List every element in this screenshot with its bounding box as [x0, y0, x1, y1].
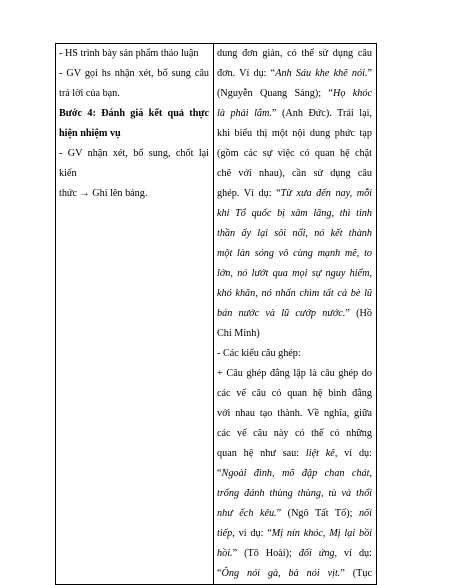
text-line: khó khăn, nó nhấn chìm tất cả bè lũ: [217, 288, 372, 299]
text-line: - Các kiểu câu ghép:: [217, 348, 301, 359]
text-line: tiếp, ví dụ: “Mị nín khóc, Mị lại bồi: [217, 528, 372, 539]
text-line: + Câu ghép đẳng lập là câu ghép do: [217, 368, 372, 379]
text-line: “Ông nói gà, bà nói vịt.” (Tục: [217, 568, 372, 579]
text-line: là phải lắm.” (Anh Đức). Trái lại,: [217, 108, 372, 119]
text-line: Chí Minh): [217, 328, 260, 339]
text-line: (Nguyễn Quang Sáng); “Họ khóc: [217, 88, 372, 99]
step-heading: [59, 104, 209, 124]
step-heading-text: Bước 4: Đánh giá kết quả thực: [59, 108, 209, 119]
text-line: - GV nhận xét, bổ sung, chốt lại kiến: [59, 148, 209, 179]
text-line: “Ngoài đình, mõ đập chan chát,: [217, 468, 372, 479]
text-line: - HS trình bày sản phẩm thảo luận: [59, 48, 199, 59]
text-line: khi Tổ quốc bị xâm lăng, thì tinh: [217, 208, 372, 219]
text-line: đơn. Ví dụ: “Anh Sáu khe khẽ nói.”: [217, 68, 372, 79]
text-line: thức → Ghi lên bảng.: [59, 188, 148, 199]
text-line: ghép. Ví dụ: “Từ xưa đến nay, mỗi: [217, 188, 372, 199]
text-line: - GV gọi hs nhận xét, bổ sung câu: [59, 68, 209, 79]
text-line: trả lời của bạn.: [59, 88, 120, 99]
step-heading: [59, 124, 209, 144]
text-line: thần ấy lại sôi nổi, nó kết thành: [217, 228, 372, 239]
text-line: với nhau tạo thành. Về nghĩa, giữa: [217, 408, 372, 419]
text-line: chẽ với nhau), cần sử dụng câu: [217, 168, 372, 179]
lesson-table: [55, 43, 377, 585]
text-line: các vế câu có quan hệ bình đẳng: [217, 388, 372, 399]
text-line: bán nước và lũ cướp nước.” (Hồ: [217, 308, 372, 319]
text-line: một làn sóng vô cùng mạnh mẽ, to: [217, 248, 372, 259]
activity-column: [56, 44, 214, 585]
text-line: lớn, nó lướt qua mọi sự nguy hiểm,: [217, 268, 372, 279]
text-line: hồi.” (Tô Hoài); đối ứng, ví dụ:: [217, 548, 372, 559]
text-line: dung đơn giản, có thể sử dụng câu: [217, 48, 372, 59]
content-column: [214, 44, 377, 585]
step-heading-text: hiện nhiệm vụ: [59, 128, 121, 139]
text-line: khi biểu thị một nội dung phức tạp: [217, 128, 372, 139]
table-row: [56, 44, 377, 585]
text-line: như ếch kêu.” (Ngô Tất Tố); nối: [217, 508, 372, 519]
text-line: trống đánh thùng thùng, tù và thổi: [217, 488, 372, 499]
text-line: các vế câu này có thể có những: [217, 428, 372, 439]
text-line: (gồm các sự việc có quan hệ chặt: [217, 148, 372, 159]
text-line: quan hệ như sau: liệt kê, ví dụ:: [217, 448, 372, 459]
